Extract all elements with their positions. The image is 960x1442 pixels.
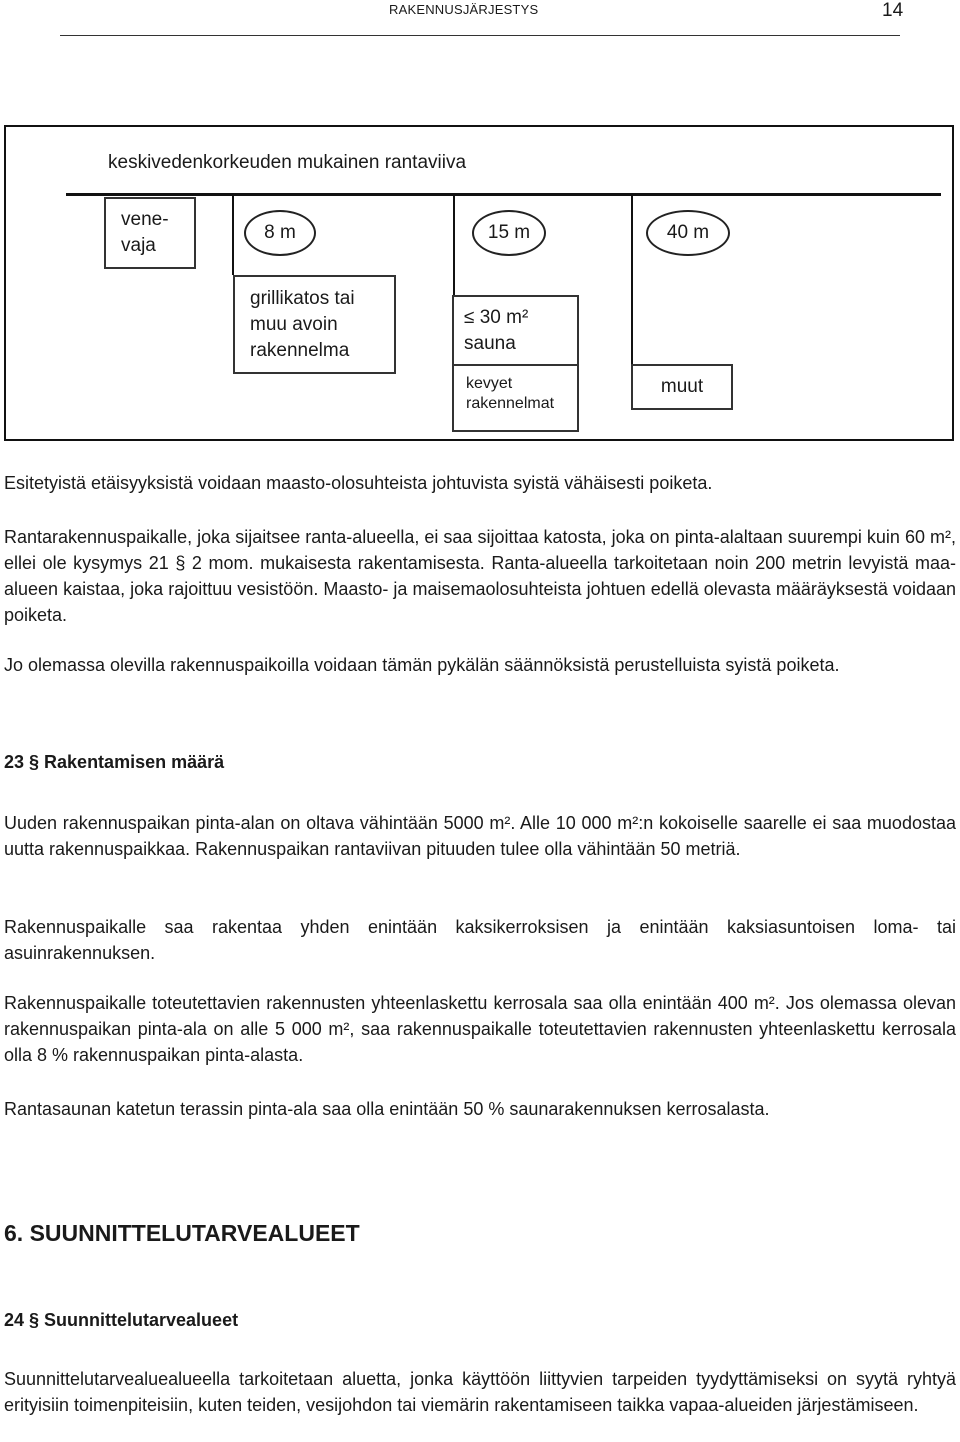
paragraph-planning-area: Suunnittelutarvealuealueella tarkoitetaan aluetta, jonka käyttöön liittyvien tarpeiden tyydyttämiseksi on syytä ryhtyä erityisiin toimenpiteisiin, kuten teiden, vesijohdon tai viemärin rakentamiseen taikka vapaa-alueiden järjestämiseen. <box>4 1369 956 1415</box>
paragraph-shore-area: Rantarakennuspaikalle, joka sijaitsee ranta-alueella, ei saa sijoittaa katosta, joka on pinta-alaltaan suurempi kuin 60 m², ellei ole kysymys 21 § 2 mom. mukaisesta rakentamisesta. Ranta-alueella tarkoitetaan noin 200 metrin levyistä maa-alueen kaistaa, joka rajoittuu vesistöön. Maasto- ja maisemaolosuhteista johtuen edellä olevasta määräyksestä voidaan poiketa. <box>4 527 956 625</box>
grill-shelter-box <box>233 275 396 374</box>
boathouse-label-2: vaja <box>121 235 156 256</box>
sauna-box <box>452 295 579 366</box>
distance-line-8m <box>232 195 234 275</box>
chapter-6-heading: 6. SUUNNITTELUTARVEALUEET <box>4 1220 360 1246</box>
boathouse-label-1: vene- <box>121 209 169 230</box>
distance-8m-oval: 8 m <box>244 210 316 256</box>
paragraph-building-count: Rakennuspaikalle saa rakentaa yhden enintään kaksikerroksisen ja enintään kaksiasuntoisen loma- tai asuinrakennuksen. <box>4 917 956 963</box>
others-box <box>631 364 733 410</box>
header-rule <box>60 35 900 36</box>
paragraph-deviation: Esitetyistä etäisyyksistä voidaan maasto-olosuhteista johtuvista syistä vähäisesti poiketa. <box>4 473 713 493</box>
section-24-heading: 24 § Suunnittelutarvealueet <box>4 1310 239 1330</box>
paragraph-floor-area: Rakennuspaikalle toteutettavien rakennusten yhteenlaskettu kerrosala saa olla enintään 400 m². Jos olemassa olevan rakennuspaikan pinta-ala on alle 5 000 m², saa rakennuspaikalle toteutettavien rakennusten yhteenlaskettu kerrosala olla 8 % rakennuspaikan pinta-alasta. <box>4 993 956 1065</box>
distance-line-40m <box>631 195 633 365</box>
light-label-1: kevyet <box>466 375 513 392</box>
sauna-label: sauna <box>464 333 516 354</box>
sauna-area-label: ≤ 30 m² <box>464 307 529 328</box>
grill-label-2: muu avoin <box>250 314 338 335</box>
others-label: muut <box>660 376 704 397</box>
light-label-2: rakennelmat <box>466 395 555 412</box>
boathouse-box <box>104 197 196 269</box>
paragraph-existing-sites: Jo olemassa olevilla rakennuspaikoilla voidaan tämän pykälän säännöksistä perustelluista syistä poiketa. <box>4 655 840 675</box>
paragraph-site-size: Uuden rakennuspaikan pinta-alan on oltava vähintään 5000 m². Alle 10 000 m²:n kokoiselle saarelle ei saa muodostaa uutta rakennuspaikkaa. Rakennuspaikan rantaviivan pituuden tulee olla vähintään 50 metriä. <box>4 813 956 859</box>
distance-40m-oval: 40 m <box>646 210 730 256</box>
grill-label-3: rakennelma <box>250 340 350 361</box>
distance-line-15m <box>453 195 455 295</box>
distance-15m-oval: 15 m <box>472 210 546 256</box>
light-structures-box <box>452 364 579 432</box>
section-23-heading: 23 § Rakentamisen määrä <box>4 752 225 772</box>
paragraph-terrace: Rantasaunan katetun terassin pinta-ala saa olla enintään 50 % saunarakennuksen kerrosalasta. <box>4 1099 770 1119</box>
running-header: RAKENNUSJÄRJESTYS <box>389 2 539 17</box>
page-number: 14 <box>882 0 904 21</box>
shoreline-label: keskivedenkorkeuden mukainen rantaviiva <box>108 152 467 173</box>
shoreline <box>66 193 941 196</box>
grill-label-1: grillikatos tai <box>250 288 355 309</box>
